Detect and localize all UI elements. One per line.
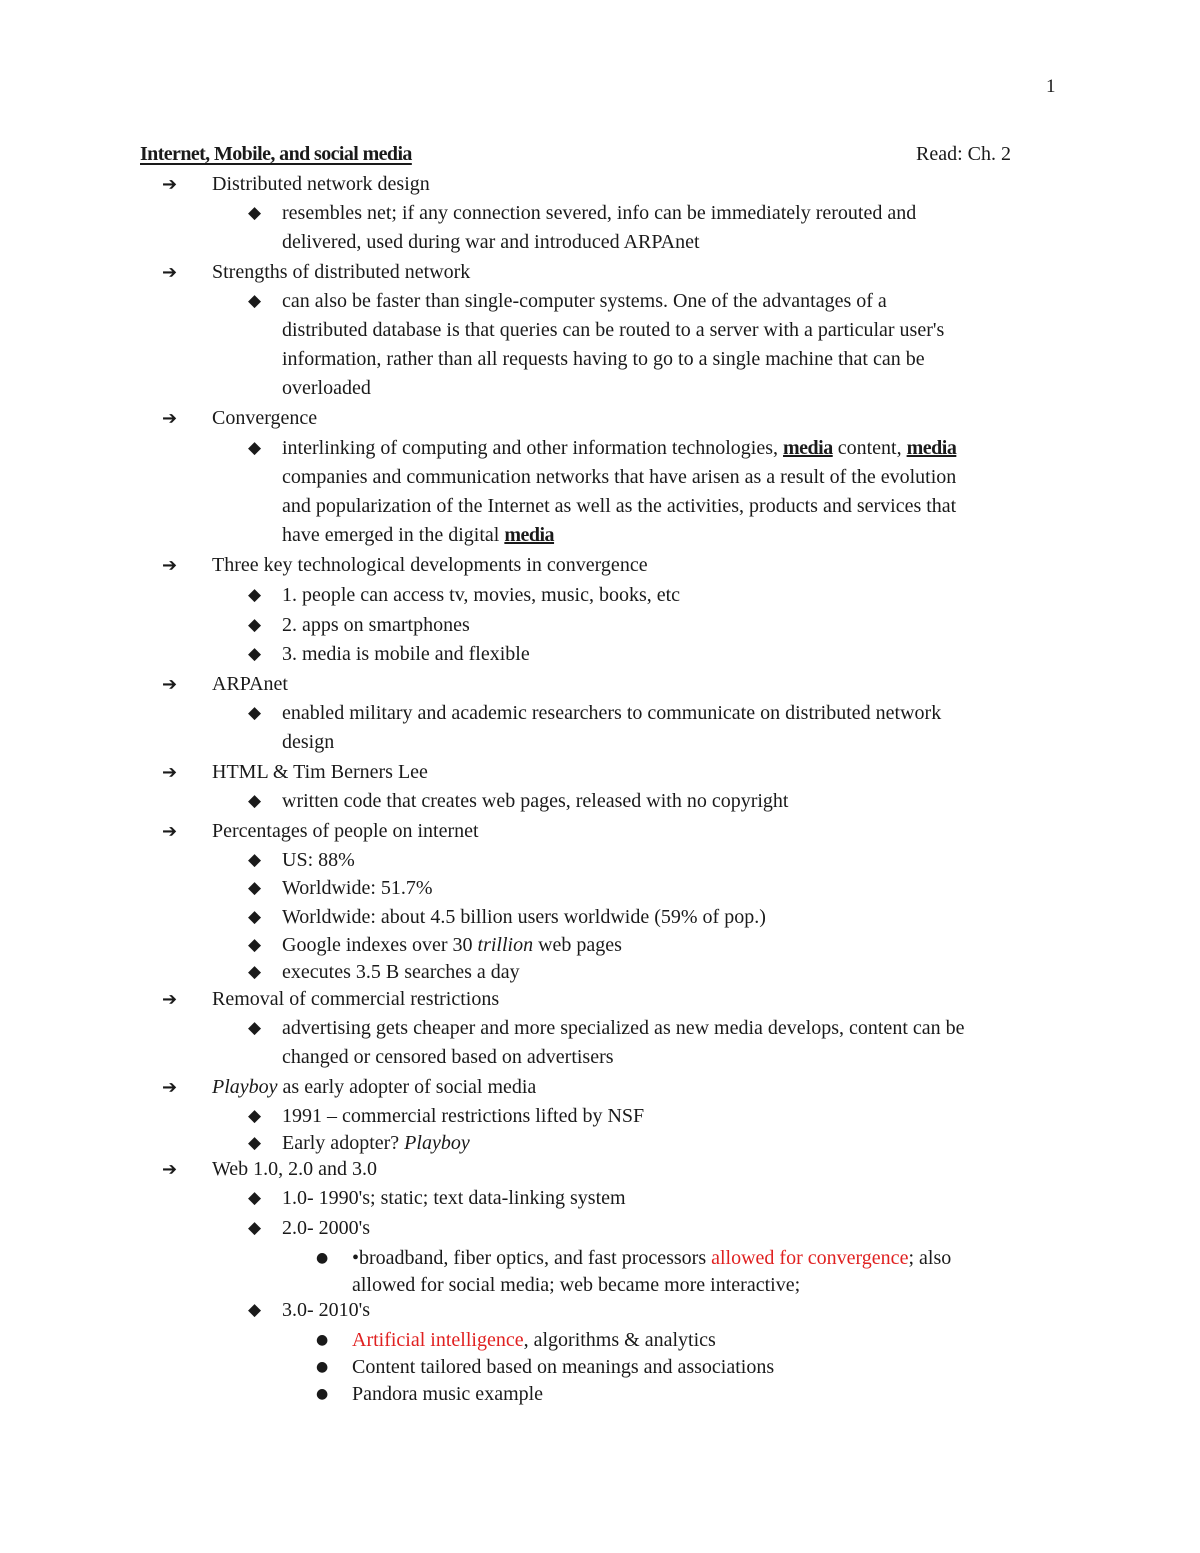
bullet-text: Content tailored based on meanings and associations: [352, 1356, 775, 1378]
emphasis-text: Playboy: [404, 1132, 470, 1154]
bullet-text: Worldwide: about 4.5 billion users worldwide (59% of pop.): [282, 906, 766, 928]
sub-item: [316, 1353, 775, 1382]
diamond-icon: ◆: [248, 291, 262, 311]
arrow-right-icon: ➔: [162, 408, 178, 429]
list-item: [248, 903, 766, 932]
bullet-text: 1.0- 1990's; static; text data-linking system: [282, 1187, 626, 1209]
bullet-text: enabled military and academic researchers to communicate on distributed network: [282, 702, 942, 724]
diamond-icon: ◆: [248, 703, 262, 723]
dot-icon: ●: [316, 1332, 329, 1348]
heading-text: HTML & Tim Berners Lee: [212, 761, 428, 783]
bullet-continuation: [282, 521, 554, 550]
bullet-text: Early adopter?: [282, 1132, 405, 1154]
bullet-text: ; also: [908, 1247, 952, 1269]
diamond-icon: ◆: [248, 791, 262, 811]
dot-icon: ●: [316, 1250, 329, 1266]
sub-item: [316, 1380, 544, 1409]
list-item: [248, 958, 520, 987]
heading-text: Strengths of distributed network: [212, 261, 471, 283]
highlight-text: Artificial intelligence: [352, 1329, 524, 1351]
bullet-strengths: [248, 287, 887, 316]
heading-strengths: [162, 258, 471, 287]
list-item: [248, 581, 681, 610]
bullet-text: 1. people can access tv, movies, music, books, etc: [282, 584, 681, 606]
diamond-icon: ◆: [248, 935, 262, 955]
list-item: [248, 611, 470, 640]
arrow-right-icon: ➔: [162, 674, 178, 695]
heading-text: Web 1.0, 2.0 and 3.0: [212, 1158, 378, 1180]
diamond-icon: ◆: [248, 1300, 262, 1320]
bullet-continuation: [282, 345, 925, 374]
diamond-icon: ◆: [248, 1133, 262, 1153]
diamond-icon: ◆: [248, 962, 262, 982]
list-item: [248, 640, 530, 669]
heading-playboy: [162, 1073, 537, 1102]
bullet-text: 2. apps on smartphones: [282, 614, 470, 636]
arrow-right-icon: ➔: [162, 1077, 178, 1098]
bullet-text: advertising gets cheaper and more specialized as new media develops, content can be: [282, 1017, 965, 1039]
diamond-icon: ◆: [248, 585, 262, 605]
bullet-text: interlinking of computing and other information technologies,: [282, 437, 784, 459]
list-item: [248, 846, 355, 875]
list-item: [248, 1296, 371, 1325]
dot-icon: ●: [316, 1386, 329, 1402]
bullet-text: content,: [832, 437, 907, 459]
bullet-text: 3. media is mobile and flexible: [282, 643, 530, 665]
emphasis-text: trillion: [477, 934, 534, 956]
page-number: 1: [1046, 76, 1056, 97]
highlight-text: allowed for convergence: [711, 1247, 909, 1269]
diamond-icon: ◆: [248, 1188, 262, 1208]
bullet-continuation: [282, 374, 371, 403]
arrow-right-icon: ➔: [162, 989, 178, 1010]
heading-text: Distributed network design: [212, 173, 430, 195]
bullet-text: 3.0- 2010's: [282, 1299, 371, 1321]
bullet-text: •broadband, fiber optics, and fast processors: [352, 1247, 712, 1269]
keyword-media: media: [504, 524, 555, 546]
keyword-media: media: [906, 437, 957, 459]
bullet-text: have emerged in the digital: [282, 524, 505, 546]
bullet-text: delivered, used during war and introduced ARPAnet: [282, 231, 700, 253]
bullet-text: executes 3.5 B searches a day: [282, 961, 520, 983]
heading-text: Percentages of people on internet: [212, 820, 479, 842]
arrow-right-icon: ➔: [162, 1159, 178, 1180]
diamond-icon: ◆: [248, 644, 262, 664]
heading-percentages: [162, 817, 479, 846]
diamond-icon: ◆: [248, 1106, 262, 1126]
heading-text: ARPAnet: [212, 673, 288, 695]
heading-text: Three key technological developments in convergence: [212, 554, 648, 576]
dot-icon: ●: [316, 1359, 329, 1375]
sub-item: [316, 1326, 716, 1355]
emphasis-text: Playboy: [212, 1076, 278, 1098]
bullet-removal: [248, 1014, 965, 1043]
bullet-text: , algorithms & analytics: [523, 1329, 716, 1351]
bullet-text: can also be faster than single-computer systems. One of the advantages of a: [282, 290, 887, 312]
arrow-right-icon: ➔: [162, 174, 178, 195]
bullet-arpanet: [248, 699, 942, 728]
heading-text: Removal of commercial restrictions: [212, 988, 500, 1010]
document-title: Internet, Mobile, and social media: [140, 143, 412, 165]
bullet-text: allowed for social media; web became more interactive;: [352, 1274, 801, 1296]
diamond-icon: ◆: [248, 1018, 262, 1038]
heading-three-key: [162, 551, 648, 580]
bullet-text: changed or censored based on advertisers: [282, 1046, 614, 1068]
arrow-right-icon: ➔: [162, 762, 178, 783]
arrow-right-icon: ➔: [162, 555, 178, 576]
bullet-text: Pandora music example: [352, 1383, 544, 1405]
list-item: [248, 1129, 470, 1158]
heading-arpanet: [162, 670, 288, 699]
bullet-text: Google indexes over 30: [282, 934, 478, 956]
list-item: [248, 874, 433, 903]
bullet-text: web pages: [533, 934, 622, 956]
list-item: [248, 1184, 626, 1213]
reading-assignment: Read: Ch. 2: [916, 143, 1011, 165]
bullet-continuation: [282, 492, 956, 521]
heading-convergence: [162, 404, 318, 433]
heading-html: [162, 758, 428, 787]
diamond-icon: ◆: [248, 1218, 262, 1238]
bullet-text: companies and communication networks that have arisen as a result of the evolution: [282, 466, 957, 488]
bullet-text: overloaded: [282, 377, 371, 399]
arrow-right-icon: ➔: [162, 821, 178, 842]
diamond-icon: ◆: [248, 850, 262, 870]
bullet-distributed: [248, 199, 917, 228]
list-item: [248, 1214, 371, 1243]
bullet-continuation: [282, 1043, 614, 1072]
diamond-icon: ◆: [248, 878, 262, 898]
bullet-text: 2.0- 2000's: [282, 1217, 371, 1239]
bullet-text: information, rather than all requests having to go to a single machine that can be: [282, 348, 925, 370]
heading-distributed: [162, 170, 430, 199]
bullet-continuation: [282, 728, 334, 757]
heading-web: [162, 1155, 378, 1184]
bullet-text: 1991 – commercial restrictions lifted by NSF: [282, 1105, 645, 1127]
bullet-text: resembles net; if any connection severed, info can be immediately rerouted and: [282, 202, 917, 224]
heading-removal: [162, 985, 500, 1014]
bullet-text: and popularization of the Internet as well as the activities, products and services that: [282, 495, 957, 517]
bullet-text: distributed database is that queries can be routed to a server with a particular user's: [282, 319, 945, 341]
heading-text: Convergence: [212, 407, 318, 429]
arrow-right-icon: ➔: [162, 262, 178, 283]
header: [140, 143, 1030, 173]
bullet-continuation: [282, 316, 944, 345]
sub-item: [316, 1244, 952, 1273]
bullet-text: written code that creates web pages, released with no copyright: [282, 790, 789, 812]
diamond-icon: ◆: [248, 438, 262, 458]
list-item: [248, 931, 622, 960]
list-item: [248, 1102, 645, 1131]
keyword-media: media: [783, 437, 833, 459]
bullet-continuation: [282, 228, 700, 257]
bullet-text: design: [282, 731, 335, 753]
bullet-text: US: 88%: [282, 849, 355, 871]
diamond-icon: ◆: [248, 907, 262, 927]
bullet-text: Worldwide: 51.7%: [282, 877, 433, 899]
heading-text: as early adopter of social media: [277, 1076, 537, 1098]
bullet-convergence: [248, 434, 957, 463]
bullet-html: [248, 787, 789, 816]
diamond-icon: ◆: [248, 615, 262, 635]
diamond-icon: ◆: [248, 203, 262, 223]
bullet-continuation: [282, 463, 956, 492]
bullet-continuation: [352, 1271, 800, 1300]
